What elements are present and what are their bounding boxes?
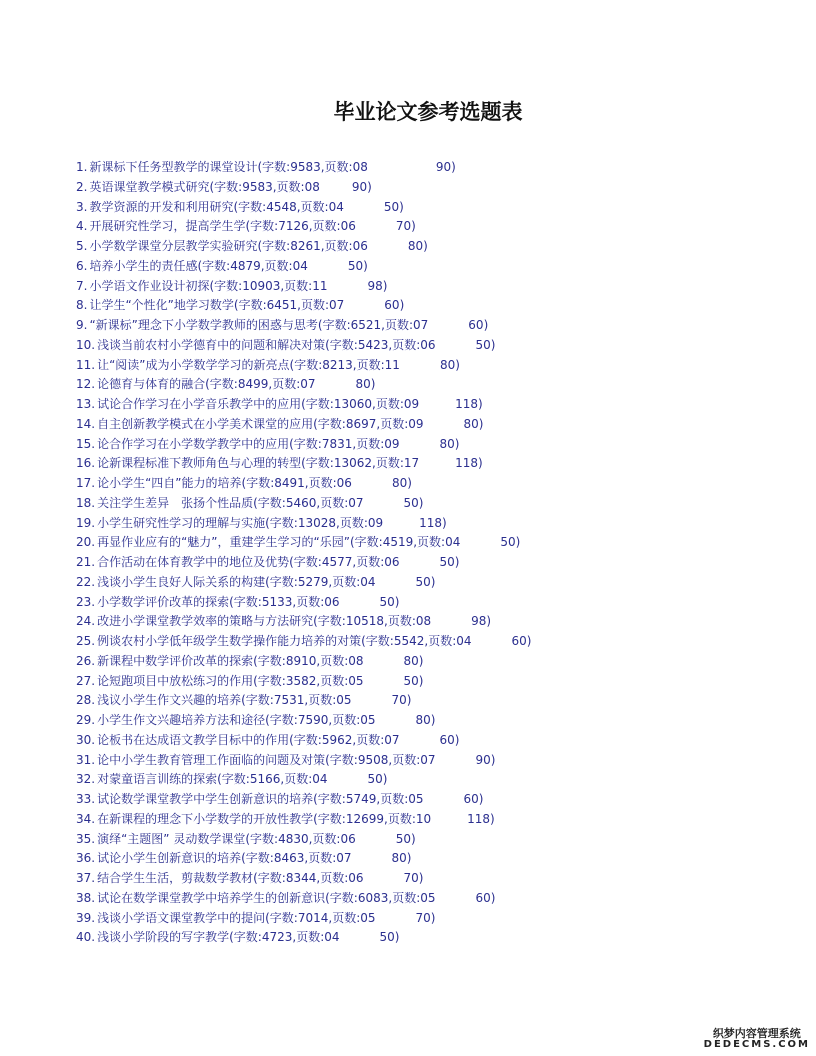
item-score: 90)	[475, 752, 496, 767]
list-item	[76, 395, 531, 415]
list-item	[76, 810, 531, 830]
item-title: 浅谈当前农村小学德育中的问题和解决对策	[97, 337, 326, 352]
item-score: 50)	[367, 772, 388, 787]
item-title: 浅谈小学语文课堂教学中的提问	[97, 910, 266, 925]
item-score: 50)	[415, 574, 436, 589]
item-score: 60)	[439, 732, 460, 747]
item-meta: (字数:9583,页数:08	[257, 160, 368, 174]
item-meta: (字数:3582,页数:05	[253, 673, 364, 688]
item-score: 118)	[455, 397, 483, 411]
item-meta: (字数:13060,页数:09	[301, 397, 420, 411]
item-index: 27.	[76, 673, 96, 688]
item-title: 合作活动在体育教学中的地位及优势	[97, 555, 290, 569]
item-meta: (字数:7590,页数:05	[265, 713, 376, 727]
item-meta: (字数:5542,页数:04	[361, 634, 472, 648]
item-index: 29.	[76, 713, 96, 727]
item-title: 小学生作文兴趣培养方法和途径	[97, 713, 266, 727]
item-title: 浅谈小学生良好人际关系的构建	[97, 574, 266, 589]
item-title: 结合学生生活，剪裁数学教材	[97, 871, 254, 885]
list-item	[76, 711, 531, 731]
item-index: 35.	[76, 831, 96, 846]
item-meta: (字数:5962,页数:07	[289, 732, 400, 747]
item-meta: (字数:6083,页数:05	[325, 890, 436, 905]
item-score: 80)	[355, 377, 376, 392]
item-score: 60)	[384, 298, 405, 313]
list-item	[76, 454, 531, 474]
item-score: 80)	[415, 713, 436, 727]
item-meta: (字数:4830,页数:06	[245, 831, 356, 846]
item-meta: (字数:8499,页数:07	[205, 377, 316, 392]
item-score: 90)	[435, 160, 456, 174]
item-meta: (字数:10903,页数:11	[209, 278, 328, 293]
item-score: 70)	[403, 871, 424, 885]
item-title: 再显作业应有的“魅力”，重建学生学习的“乐园”	[97, 535, 350, 550]
item-score: 70)	[415, 910, 436, 925]
item-index: 1.	[76, 160, 88, 174]
item-index: 15.	[76, 436, 96, 451]
item-score: 50)	[347, 258, 368, 273]
item-meta: (字数:8213,页数:11	[289, 357, 400, 372]
list-item	[76, 178, 531, 198]
list-item	[76, 612, 531, 632]
item-meta: (字数:5166,页数:04	[217, 772, 328, 787]
item-index: 10.	[76, 337, 96, 352]
item-title: 教学资源的开发和利用研究	[89, 199, 234, 214]
item-score: 118)	[467, 811, 495, 826]
list-item	[76, 632, 531, 652]
list-item	[76, 573, 531, 593]
item-title: 开展研究性学习，提高学生学	[89, 219, 246, 234]
item-title: 试论数学课堂教学中学生创新意识的培养	[97, 792, 314, 806]
list-item	[76, 533, 531, 553]
item-score: 50)	[379, 930, 400, 945]
item-index: 21.	[76, 555, 96, 569]
item-score: 50)	[379, 594, 400, 609]
item-index: 11.	[76, 357, 96, 372]
item-title: 小学数学评价改革的探索	[97, 594, 230, 609]
item-title: “新课标”理念下小学数学教师的困惑与思考	[89, 318, 318, 332]
item-index: 9.	[76, 318, 88, 332]
list-item	[76, 415, 531, 435]
list-item	[76, 751, 531, 771]
page-title: 毕业论文参考选题表	[333, 100, 523, 124]
item-title: 自主创新教学模式在小学美术课堂的应用	[97, 416, 314, 431]
item-meta: (字数:5460,页数:07	[253, 495, 364, 510]
list-item	[76, 672, 531, 692]
item-index: 16.	[76, 456, 96, 471]
item-index: 7.	[76, 278, 88, 293]
item-title: 对蒙童语言训练的探索	[97, 772, 218, 787]
list-item	[76, 277, 531, 297]
item-index: 36.	[76, 851, 96, 866]
list-item	[76, 889, 531, 909]
list-item	[76, 375, 531, 395]
item-meta: (字数:4519,页数:04	[349, 535, 461, 550]
item-meta: (字数:5279,页数:04	[265, 574, 376, 589]
item-index: 37.	[76, 871, 96, 885]
item-meta: (字数:4577,页数:06	[289, 555, 400, 569]
item-meta: (字数:8344,页数:06	[253, 871, 364, 885]
item-title: 浅谈小学阶段的写字教学	[97, 930, 230, 945]
item-index: 39.	[76, 910, 96, 925]
list-item	[76, 593, 531, 613]
item-index: 30.	[76, 732, 96, 747]
item-meta: (字数:4548,页数:04	[233, 199, 344, 214]
item-index: 8.	[76, 298, 88, 313]
item-score: 60)	[475, 890, 496, 905]
item-index: 22.	[76, 574, 96, 589]
item-score: 60)	[468, 318, 489, 332]
list-item	[76, 553, 531, 573]
list-item	[76, 514, 531, 534]
item-meta: (字数:6451,页数:07	[233, 298, 345, 313]
topic-list	[76, 158, 531, 948]
list-item	[76, 296, 531, 316]
item-index: 34.	[76, 811, 96, 826]
item-title: 试论合作学习在小学音乐教学中的应用	[97, 397, 302, 411]
list-item	[76, 474, 531, 494]
item-title: 小学生研究性学习的理解与实施	[97, 515, 266, 530]
item-meta: (字数:5423,页数:06	[325, 337, 436, 352]
item-index: 6.	[76, 258, 88, 273]
item-title: 小学语文作业设计初探	[89, 278, 210, 293]
item-score: 50)	[475, 337, 496, 352]
item-score: 60)	[511, 634, 532, 648]
item-score: 70)	[395, 219, 416, 234]
item-score: 80)	[403, 653, 424, 668]
item-score: 80)	[391, 476, 412, 490]
item-score: 50)	[383, 199, 404, 214]
item-meta: (字数:4879,页数:04	[197, 258, 308, 273]
item-meta: (字数:5749,页数:05	[313, 792, 424, 806]
item-meta: (字数:13028,页数:09	[265, 515, 384, 530]
item-score: 98)	[367, 278, 388, 293]
list-item	[76, 909, 531, 929]
item-title: 论合作学习在小学数学教学中的应用	[97, 436, 290, 451]
list-item	[76, 217, 531, 237]
item-title: 关注学生差异 张扬个性品质	[97, 495, 254, 510]
item-index: 17.	[76, 476, 96, 490]
item-title: 试论小学生创新意识的培养	[97, 851, 242, 866]
list-item	[76, 928, 531, 948]
list-item	[76, 158, 531, 178]
item-index: 40.	[76, 930, 96, 945]
item-index: 32.	[76, 772, 96, 787]
item-meta: (字数:5133,页数:06	[229, 594, 340, 609]
item-title: 论板书在达成语文教学目标中的作用	[97, 732, 290, 747]
item-score: 98)	[471, 614, 492, 629]
item-meta: (字数:8463,页数:07	[241, 851, 352, 866]
item-title: 让学生“个性化”地学习数学	[89, 298, 234, 313]
item-score: 50)	[403, 495, 424, 510]
item-meta: (字数:12699,页数:10	[313, 811, 432, 826]
item-index: 3.	[76, 199, 88, 214]
item-index: 33.	[76, 792, 96, 806]
item-index: 13.	[76, 397, 96, 411]
item-meta: (字数:4723,页数:04	[229, 930, 340, 945]
watermark-en: DEDECMS.COM	[703, 1038, 810, 1050]
item-score: 80)	[407, 239, 428, 253]
item-meta: (字数:8910,页数:08	[253, 653, 364, 668]
list-item	[76, 435, 531, 455]
item-title: 论短跑项目中放松练习的作用	[97, 673, 254, 688]
item-index: 12.	[76, 377, 96, 392]
item-meta: (字数:13062,页数:17	[301, 456, 420, 471]
item-index: 18.	[76, 495, 96, 510]
item-index: 38.	[76, 890, 96, 905]
item-meta: (字数:7831,页数:09	[289, 436, 400, 451]
item-index: 28.	[76, 693, 96, 708]
list-item	[76, 770, 531, 790]
item-meta: (字数:8491,页数:06	[241, 476, 352, 490]
item-meta: (字数:9508,页数:07	[325, 752, 436, 767]
item-meta: (字数:6521,页数:07	[317, 318, 429, 332]
item-score: 80)	[463, 416, 484, 431]
list-item	[76, 237, 531, 257]
item-meta: (字数:8261,页数:06	[257, 239, 368, 253]
item-meta: (字数:9583,页数:08	[209, 179, 320, 194]
item-title: 演绎“主题图” 灵动数学课堂	[97, 831, 246, 846]
item-title: 论中小学生教育管理工作面临的问题及对策	[97, 752, 326, 767]
item-score: 50)	[500, 535, 521, 550]
item-title: 让“阅读”成为小学数学学习的新亮点	[97, 357, 290, 372]
item-title: 例谈农村小学低年级学生数学操作能力培养的对策	[97, 634, 362, 648]
list-item	[76, 869, 531, 889]
item-index: 23.	[76, 594, 96, 609]
item-score: 80)	[439, 357, 460, 372]
item-score: 70)	[391, 693, 412, 708]
list-item	[76, 790, 531, 810]
item-index: 2.	[76, 179, 88, 194]
item-score: 50)	[403, 673, 424, 688]
item-title: 培养小学生的责任感	[89, 258, 198, 273]
item-meta: (字数:7126,页数:06	[245, 219, 356, 234]
list-item	[76, 336, 531, 356]
item-index: 20.	[76, 535, 96, 550]
item-score: 50)	[439, 555, 460, 569]
list-item	[76, 849, 531, 869]
item-index: 31.	[76, 752, 96, 767]
item-meta: (字数:7531,页数:05	[241, 693, 352, 708]
item-title: 新课程中数学评价改革的探索	[97, 653, 254, 668]
list-item	[76, 830, 531, 850]
item-score: 50)	[395, 831, 416, 846]
item-title: 在新课程的理念下小学数学的开放性教学	[97, 811, 314, 826]
item-index: 19.	[76, 515, 96, 530]
list-item	[76, 494, 531, 514]
item-title: 浅议小学生作文兴趣的培养	[97, 693, 242, 708]
item-meta: (字数:7014,页数:05	[265, 910, 376, 925]
item-index: 24.	[76, 614, 96, 629]
item-score: 60)	[463, 792, 484, 806]
list-item	[76, 356, 531, 376]
item-index: 5.	[76, 239, 88, 253]
item-title: 改进小学课堂教学效率的策略与方法研究	[97, 614, 314, 629]
item-meta: (字数:10518,页数:08	[313, 614, 432, 629]
item-title: 英语课堂教学模式研究	[89, 179, 210, 194]
item-index: 25.	[76, 634, 96, 648]
list-item	[76, 198, 531, 218]
item-score: 90)	[351, 179, 372, 194]
item-score: 80)	[391, 851, 412, 866]
item-title: 小学数学课堂分层教学实验研究	[89, 239, 258, 253]
item-score: 118)	[455, 456, 483, 471]
watermark-logo	[704, 1028, 810, 1050]
item-title: 论新课程标准下教师角色与心理的转型	[97, 456, 302, 471]
item-index: 14.	[76, 416, 96, 431]
list-item	[76, 652, 531, 672]
item-score: 118)	[419, 515, 447, 530]
item-title: 试论在数学课堂教学中培养学生的创新意识	[97, 890, 326, 905]
list-item	[76, 731, 531, 751]
item-index: 26.	[76, 653, 96, 668]
item-score: 80)	[439, 436, 460, 451]
list-item	[76, 257, 531, 277]
watermark-cn: 织梦内容管理系统	[712, 1026, 801, 1040]
item-title: 论德育与体育的融合	[97, 377, 206, 392]
item-title: 论小学生“四自”能力的培养	[97, 476, 242, 490]
list-item	[76, 316, 531, 336]
item-title: 新课标下任务型教学的课堂设计	[89, 160, 258, 174]
item-index: 4.	[76, 219, 88, 234]
item-meta: (字数:8697,页数:09	[313, 416, 424, 431]
list-item	[76, 691, 531, 711]
